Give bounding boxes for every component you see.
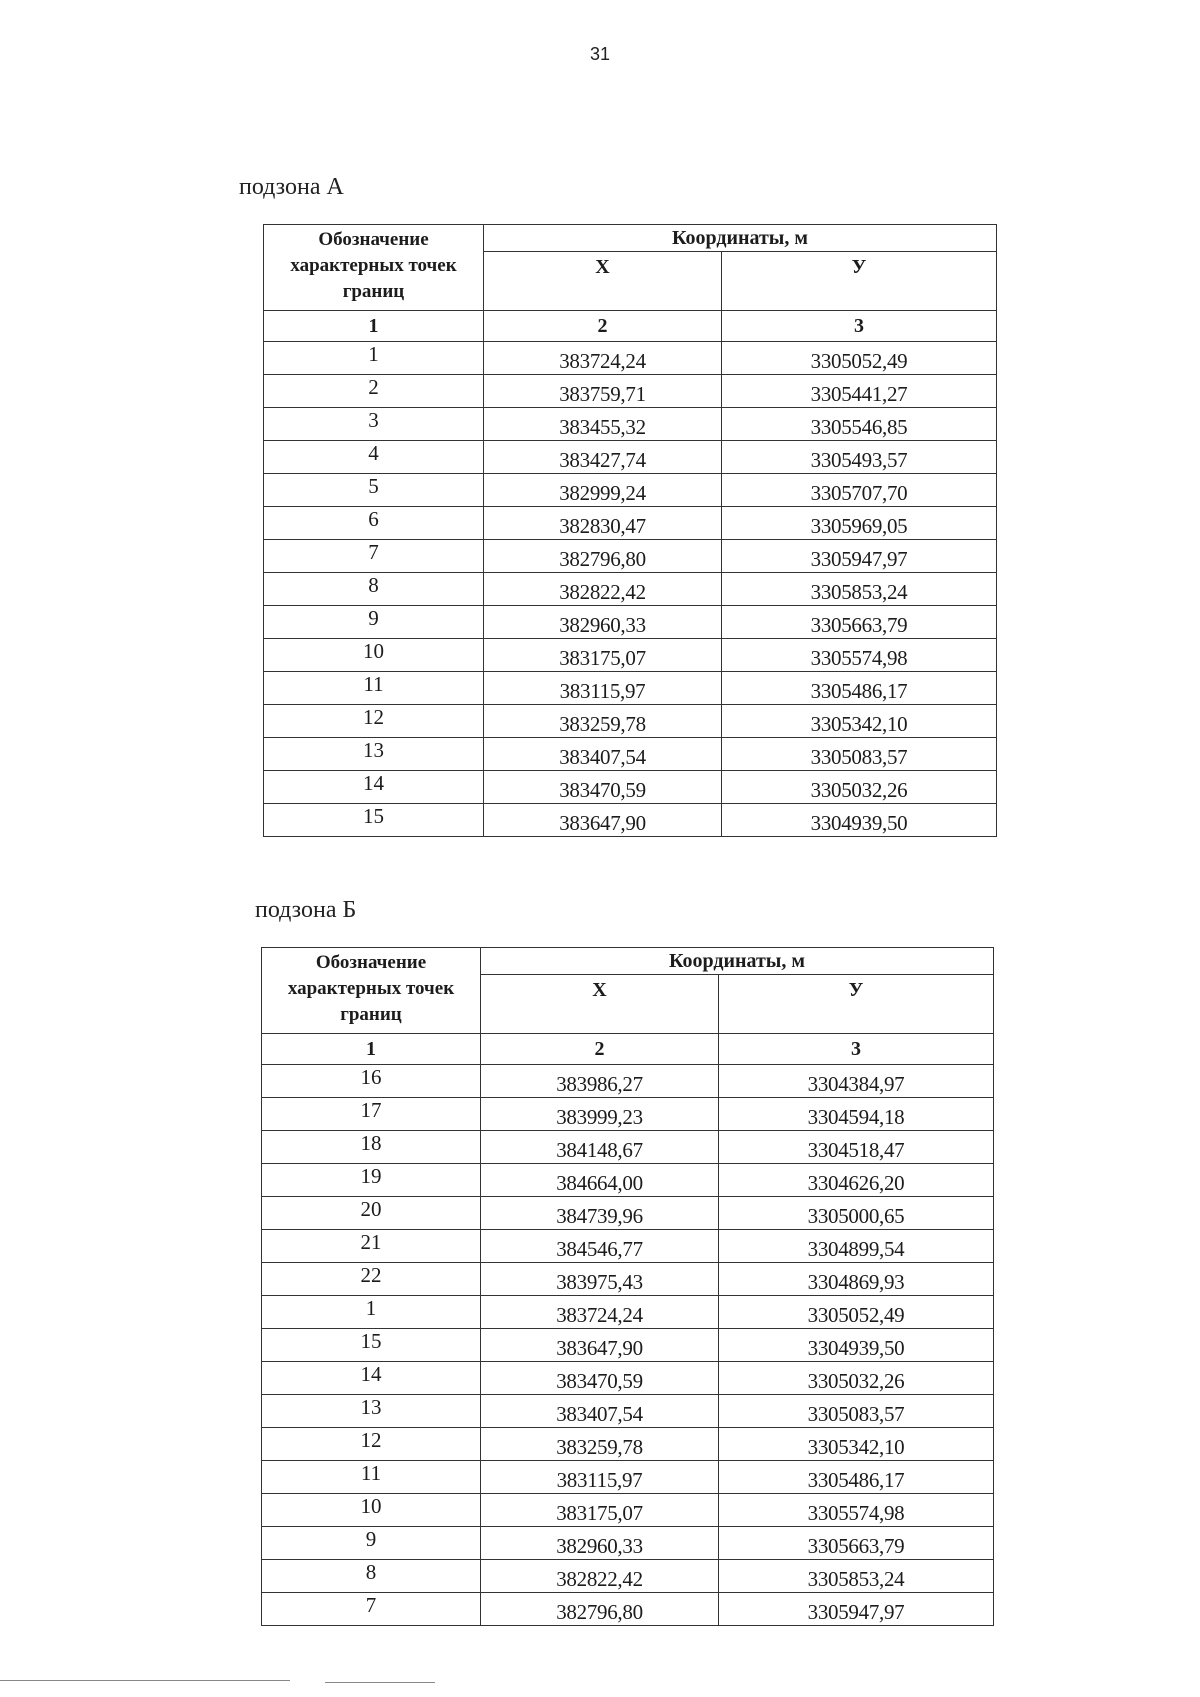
x-cell: 383986,27	[481, 1065, 719, 1098]
point-cell: 1	[262, 1296, 481, 1329]
point-cell: 5	[264, 474, 484, 507]
x-cell: 382960,33	[484, 606, 722, 639]
table-row	[264, 408, 997, 441]
y-cell: 3305032,26	[719, 1362, 994, 1395]
point-cell: 7	[262, 1593, 481, 1626]
y-cell: 3304869,93	[719, 1263, 994, 1296]
table-row	[264, 738, 997, 771]
zone-b-table-body	[262, 1065, 994, 1626]
header-x: Х	[484, 252, 722, 311]
table-row	[262, 1428, 994, 1461]
table-row	[262, 1098, 994, 1131]
point-cell: 11	[264, 672, 484, 705]
y-cell: 3305000,65	[719, 1197, 994, 1230]
table-row	[262, 1197, 994, 1230]
header-designation: Обозначение характерных точек границ	[262, 948, 481, 1034]
x-cell: 382830,47	[484, 507, 722, 540]
y-cell: 3305546,85	[722, 408, 997, 441]
y-cell: 3304899,54	[719, 1230, 994, 1263]
table-row	[262, 1065, 994, 1098]
point-cell: 12	[264, 705, 484, 738]
x-cell: 383455,32	[484, 408, 722, 441]
zone-a-coordinates-table	[263, 224, 997, 837]
y-cell: 3304594,18	[719, 1098, 994, 1131]
point-cell: 11	[262, 1461, 481, 1494]
header-coordinates: Координаты, м	[484, 225, 997, 252]
y-cell: 3305707,70	[722, 474, 997, 507]
point-cell: 14	[262, 1362, 481, 1395]
table-row	[264, 639, 997, 672]
table-row	[262, 1329, 994, 1362]
x-cell: 383470,59	[481, 1362, 719, 1395]
y-cell: 3305574,98	[722, 639, 997, 672]
point-cell: 9	[264, 606, 484, 639]
page-number: 31	[589, 44, 611, 64]
y-cell: 3305493,57	[722, 441, 997, 474]
table-row	[262, 1263, 994, 1296]
footer-rule	[0, 1680, 290, 1681]
footer-rule	[325, 1682, 435, 1683]
table-row	[262, 1527, 994, 1560]
x-cell: 383647,90	[484, 804, 722, 837]
point-cell: 13	[262, 1395, 481, 1428]
y-cell: 3305052,49	[719, 1296, 994, 1329]
point-cell: 10	[262, 1494, 481, 1527]
x-cell: 383427,74	[484, 441, 722, 474]
y-cell: 3305441,27	[722, 375, 997, 408]
table-row	[264, 540, 997, 573]
point-cell: 2	[264, 375, 484, 408]
x-cell: 384148,67	[481, 1131, 719, 1164]
header-coordinates: Координаты, м	[481, 948, 994, 975]
point-cell: 14	[264, 771, 484, 804]
table-row	[264, 342, 997, 375]
header-x: Х	[481, 975, 719, 1034]
x-cell: 383724,24	[484, 342, 722, 375]
table-row	[262, 1362, 994, 1395]
x-cell: 383999,23	[481, 1098, 719, 1131]
point-cell: 21	[262, 1230, 481, 1263]
point-cell: 1	[264, 342, 484, 375]
y-cell: 3304939,50	[719, 1329, 994, 1362]
point-cell: 22	[262, 1263, 481, 1296]
point-cell: 6	[264, 507, 484, 540]
table-row	[262, 1560, 994, 1593]
header-y: У	[719, 975, 994, 1034]
x-cell: 383470,59	[484, 771, 722, 804]
y-cell: 3304384,97	[719, 1065, 994, 1098]
y-cell: 3305969,05	[722, 507, 997, 540]
header-designation: Обозначение характерных точек границ	[264, 225, 484, 311]
x-cell: 383724,24	[481, 1296, 719, 1329]
header-col-number-2: 2	[481, 1034, 719, 1065]
x-cell: 383759,71	[484, 375, 722, 408]
point-cell: 9	[262, 1527, 481, 1560]
zone-b-heading: подзона Б	[255, 897, 357, 923]
header-col-number-3: 3	[722, 311, 997, 342]
table-row	[262, 1494, 994, 1527]
y-cell: 3305083,57	[719, 1395, 994, 1428]
zone-a-heading: подзона А	[239, 174, 344, 200]
header-y: У	[722, 252, 997, 311]
x-cell: 383975,43	[481, 1263, 719, 1296]
x-cell: 382960,33	[481, 1527, 719, 1560]
y-cell: 3304626,20	[719, 1164, 994, 1197]
point-cell: 16	[262, 1065, 481, 1098]
header-col-number-2: 2	[484, 311, 722, 342]
y-cell: 3305342,10	[722, 705, 997, 738]
y-cell: 3305853,24	[722, 573, 997, 606]
y-cell: 3305342,10	[719, 1428, 994, 1461]
x-cell: 383115,97	[484, 672, 722, 705]
y-cell: 3304939,50	[722, 804, 997, 837]
table-row	[264, 771, 997, 804]
x-cell: 383647,90	[481, 1329, 719, 1362]
table-row	[264, 375, 997, 408]
y-cell: 3305574,98	[719, 1494, 994, 1527]
y-cell: 3305947,97	[722, 540, 997, 573]
point-cell: 10	[264, 639, 484, 672]
table-row	[264, 474, 997, 507]
x-cell: 382822,42	[481, 1560, 719, 1593]
point-cell: 17	[262, 1098, 481, 1131]
x-cell: 383175,07	[484, 639, 722, 672]
point-cell: 15	[262, 1329, 481, 1362]
point-cell: 18	[262, 1131, 481, 1164]
x-cell: 384739,96	[481, 1197, 719, 1230]
point-cell: 13	[264, 738, 484, 771]
x-cell: 383115,97	[481, 1461, 719, 1494]
x-cell: 384664,00	[481, 1164, 719, 1197]
point-cell: 8	[262, 1560, 481, 1593]
x-cell: 382999,24	[484, 474, 722, 507]
y-cell: 3305486,17	[722, 672, 997, 705]
table-row	[264, 573, 997, 606]
y-cell: 3305486,17	[719, 1461, 994, 1494]
table-row	[264, 606, 997, 639]
table-row	[262, 1164, 994, 1197]
x-cell: 383175,07	[481, 1494, 719, 1527]
x-cell: 384546,77	[481, 1230, 719, 1263]
y-cell: 3304518,47	[719, 1131, 994, 1164]
table-row	[262, 1593, 994, 1626]
x-cell: 382796,80	[484, 540, 722, 573]
zone-b-coordinates-table	[261, 947, 994, 1626]
point-cell: 7	[264, 540, 484, 573]
y-cell: 3305032,26	[722, 771, 997, 804]
table-row	[262, 1296, 994, 1329]
header-col-number-1: 1	[264, 311, 484, 342]
point-cell: 19	[262, 1164, 481, 1197]
table-row	[264, 672, 997, 705]
point-cell: 3	[264, 408, 484, 441]
y-cell: 3305947,97	[719, 1593, 994, 1626]
x-cell: 383259,78	[484, 705, 722, 738]
x-cell: 383407,54	[484, 738, 722, 771]
table-row	[264, 705, 997, 738]
point-cell: 15	[264, 804, 484, 837]
x-cell: 383407,54	[481, 1395, 719, 1428]
point-cell: 12	[262, 1428, 481, 1461]
table-row	[262, 1131, 994, 1164]
x-cell: 382796,80	[481, 1593, 719, 1626]
table-row	[262, 1461, 994, 1494]
y-cell: 3305663,79	[719, 1527, 994, 1560]
table-row	[264, 507, 997, 540]
x-cell: 383259,78	[481, 1428, 719, 1461]
y-cell: 3305052,49	[722, 342, 997, 375]
y-cell: 3305083,57	[722, 738, 997, 771]
header-col-number-1: 1	[262, 1034, 481, 1065]
y-cell: 3305663,79	[722, 606, 997, 639]
table-row	[264, 441, 997, 474]
point-cell: 20	[262, 1197, 481, 1230]
y-cell: 3305853,24	[719, 1560, 994, 1593]
header-col-number-3: 3	[719, 1034, 994, 1065]
point-cell: 8	[264, 573, 484, 606]
table-row	[262, 1230, 994, 1263]
table-row	[264, 804, 997, 837]
table-row	[262, 1395, 994, 1428]
zone-a-table-body	[264, 342, 997, 837]
point-cell: 4	[264, 441, 484, 474]
x-cell: 382822,42	[484, 573, 722, 606]
